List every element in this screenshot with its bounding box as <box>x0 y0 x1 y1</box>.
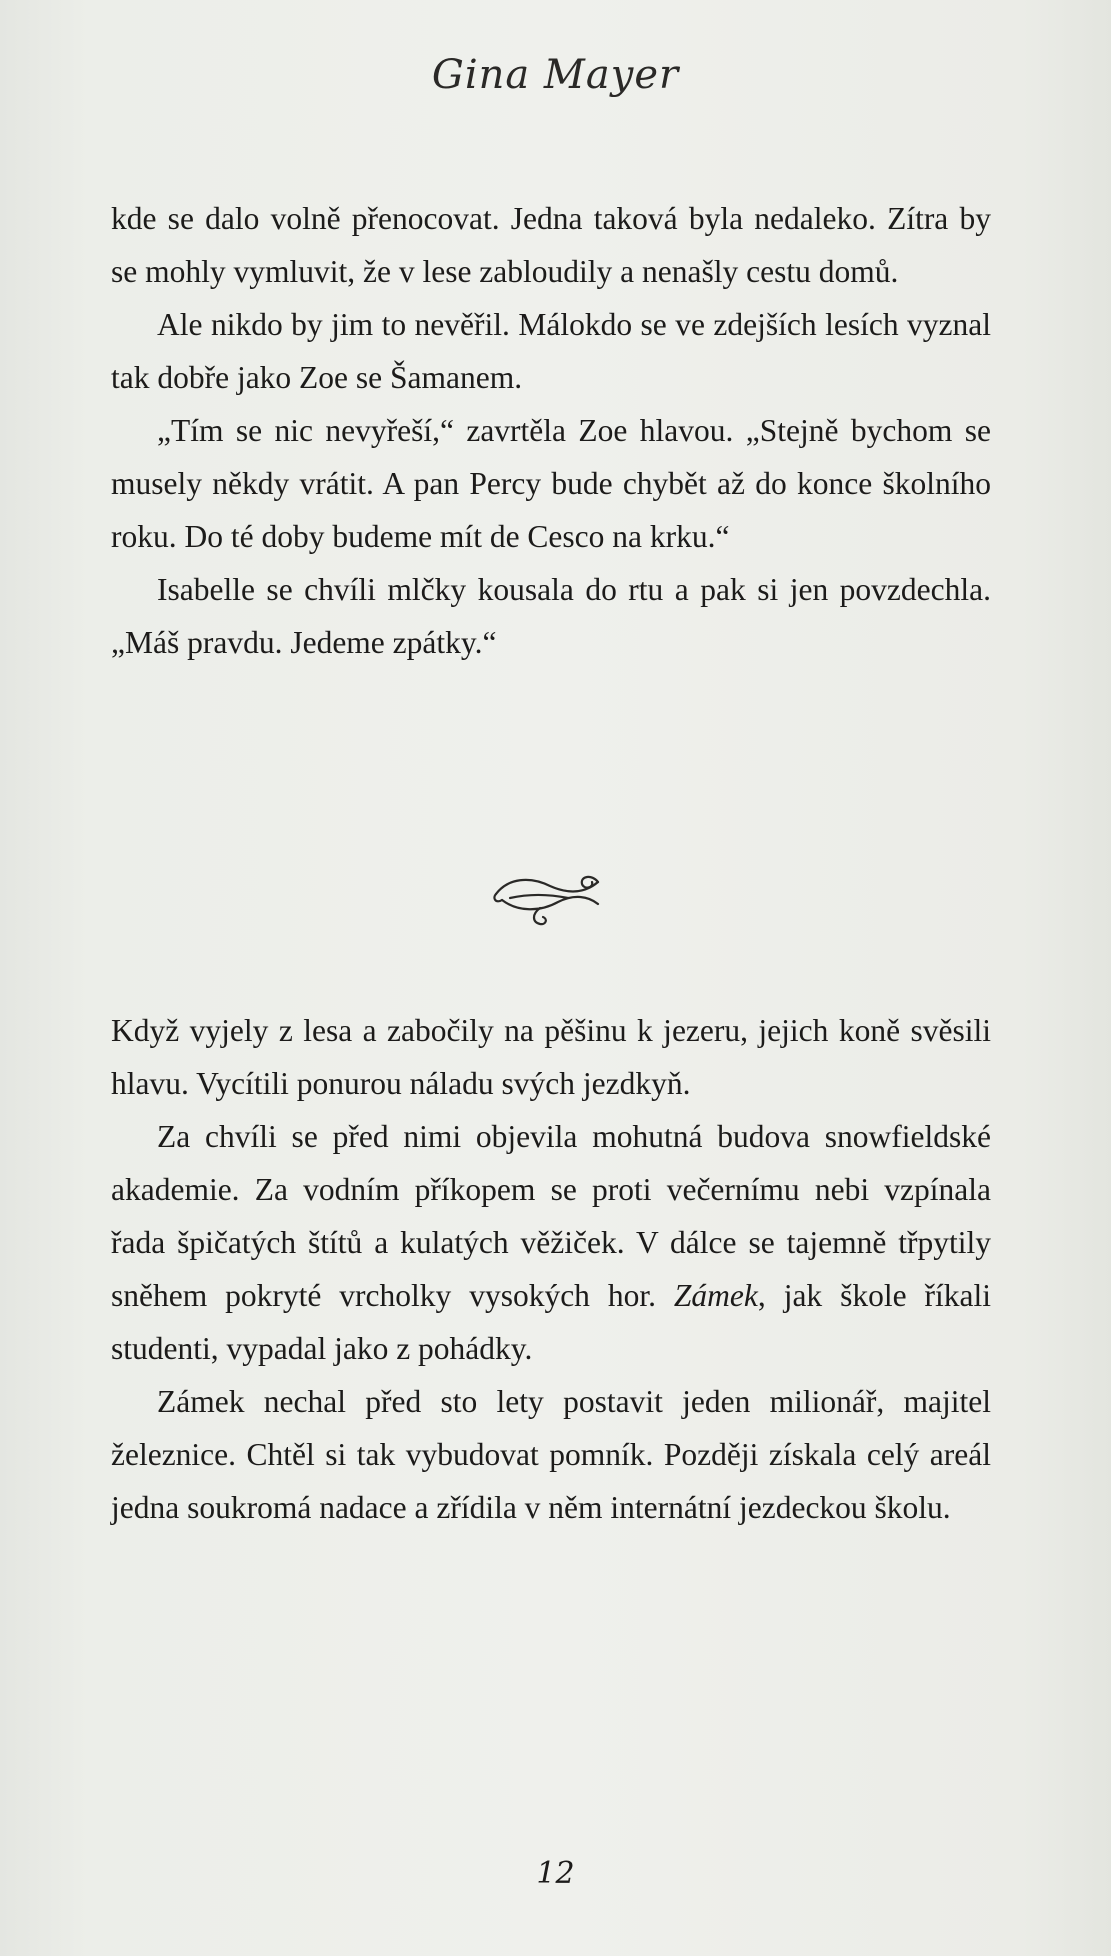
paragraph-6-text-start: Za chvíli se před nimi objevila mohutná budova snowfieldské akademie. Za vodním příkopem se proti večernímu nebi vzpínala řada špičatých štítů a kulatých věžiček. V dálce se tajemně třpytily sněhem pokryté vrcholky vysokých hor. <box>111 1119 991 1313</box>
page-number: 12 <box>536 1856 575 1891</box>
running-header-author: Gina Mayer <box>431 52 680 98</box>
paragraph-7: Zámek nechal před sto lety postavit jeden milionář, majitel železnice. Chtěl si tak vybudovat pomník. Později získala celý areál jedna soukromá nadace a zřídila v něm internátní jezdeckou školu. <box>111 1384 991 1525</box>
flourish-ornament-icon <box>488 864 608 934</box>
paragraph-4: Isabelle se chvíli mlčky kousala do rtu a pak si jen povzdechla. „Máš pravdu. Jedeme zpátky.“ <box>111 572 991 660</box>
text-section-2 <box>111 1004 991 1534</box>
paragraph-6 <box>111 1110 991 1375</box>
paragraph-2: Ale nikdo by jim to nevěřil. Málokdo se ve zdejších lesích vyznal tak dobře jako Zoe se Šamanem. <box>111 307 991 395</box>
paragraph-5: Když vyjely z lesa a zabočily na pěšinu k jezeru, jejich koně svěsili hlavu. Vycítili ponurou náladu svých jezdkyň. <box>111 1013 991 1101</box>
paragraph-6-emphasis: Zámek <box>673 1278 758 1313</box>
paragraph-3: „Tím se nic nevyřeší,“ zavrtěla Zoe hlavou. „Stejně bychom se musely někdy vrátit. A pan Percy bude chybět až do konce školního roku. Do té doby budeme mít de Cesco na krku.“ <box>111 413 991 554</box>
paragraph-6-text-end: , jak škole říkali studenti, vypadal jako z pohádky. <box>111 1278 991 1366</box>
paragraph-1: kde se dalo volně přenocovat. Jedna taková byla nedaleko. Zítra by se mohly vymluvit, že v lese zabloudily a nenašly cestu domů. <box>111 201 991 289</box>
text-section-1 <box>111 192 991 669</box>
